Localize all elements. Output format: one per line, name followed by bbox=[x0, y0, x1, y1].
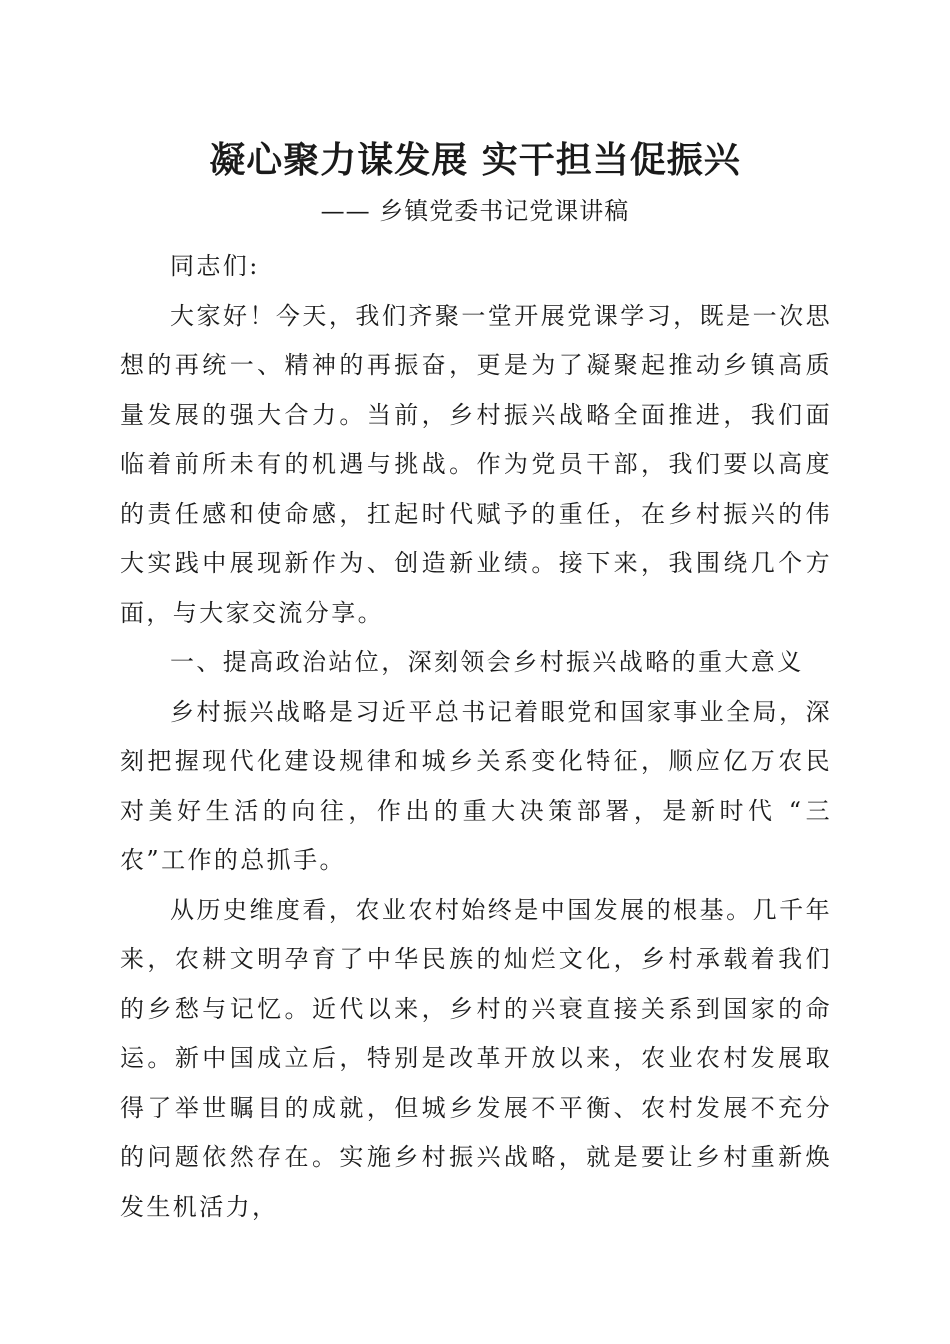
section-heading-1: 一、提高政治站位，深刻领会乡村振兴战略的重大意义 bbox=[170, 648, 804, 676]
document-body bbox=[120, 242, 832, 1232]
paragraph-history: 从历史维度看，农业农村始终是中国发展的根基。几千年来，农耕文明孕育了中华民族的灿烂文化，乡村承载着我们的乡愁与记忆。近代以来，乡村的兴衰直接关系到国家的命运。新中国成立后，特别是改革开放以来，农业农村发展取得了举世瞩目的成就，但城乡发展不平衡、农村发展不充分的问题依然存在。实施乡村振兴战略，就是要让乡村重新焕发生机活力， bbox=[120, 895, 832, 1221]
document-subtitle: —— 乡镇党委书记党课讲稿 bbox=[320, 197, 630, 225]
paragraph-strategy: 乡村振兴战略是习近平总书记着眼党和国家事业全局，深刻把握现代化建设规律和城乡关系变化特征，顺应亿万农民对美好生活的向往，作出的重大决策部署，是新时代 “三农”工作的总抓手。 bbox=[120, 697, 832, 874]
salutation: 同志们: bbox=[170, 252, 260, 280]
document-title: 凝心聚力谋发展 实干担当促振兴 bbox=[209, 139, 741, 181]
paragraph-opening: 大家好！今天，我们齐聚一堂开展党课学习，既是一次思想的再统一、精神的再振奋，更是为了凝聚起推动乡镇高质量发展的强大合力。当前，乡村振兴战略全面推进，我们面临着前所未有的机遇与挑战。作为党员干部，我们要以高度的责任感和使命感，扛起时代赋予的重任，在乡村振兴的伟大实践中展现新作为、创造新业绩。接下来，我围绕几个方面，与大家交流分享。 bbox=[120, 301, 832, 627]
